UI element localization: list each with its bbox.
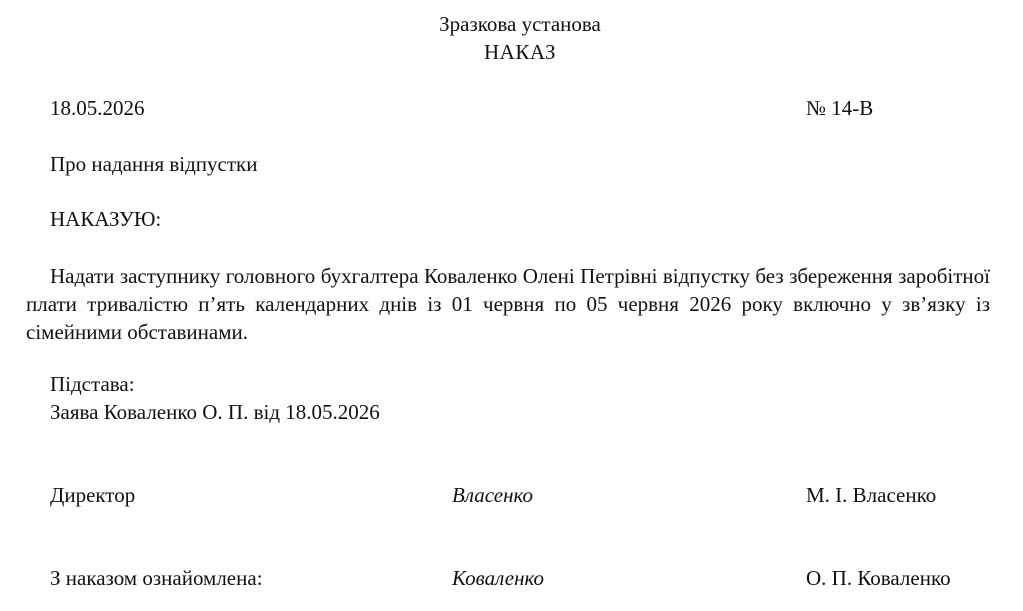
employee-signature: Коваленко bbox=[452, 566, 545, 590]
employee-name: О. П. Коваленко bbox=[806, 566, 951, 590]
order-subject: Про надання відпустки bbox=[50, 152, 258, 176]
order-number: № 14-В bbox=[806, 96, 874, 120]
basis-label: Підстава: bbox=[50, 372, 135, 396]
document-title: НАКАЗ bbox=[483, 40, 556, 64]
order-date: 18.05.2026 bbox=[50, 96, 145, 120]
director-role: Директор bbox=[50, 483, 136, 507]
basis-text: Заява Коваленко О. П. від 18.05.2026 bbox=[50, 400, 380, 424]
order-body: Надати заступнику головного бухгалтера Коваленко Олені Петрівні відпустку без збереження заробітної плати тривалістю п’ять календарних днів із 01 червня по 05 червня 2026 року включно у зв’язку із сімейними обставинами. bbox=[26, 264, 990, 344]
director-signature: Власенко bbox=[452, 483, 534, 507]
director-name: М. І. Власенко bbox=[806, 483, 937, 507]
organization-name: Зразкова установа bbox=[439, 12, 601, 36]
order-directive: НАКАЗУЮ: bbox=[50, 207, 162, 231]
acknowledgement-label: З наказом ознайомлена: bbox=[50, 566, 263, 590]
